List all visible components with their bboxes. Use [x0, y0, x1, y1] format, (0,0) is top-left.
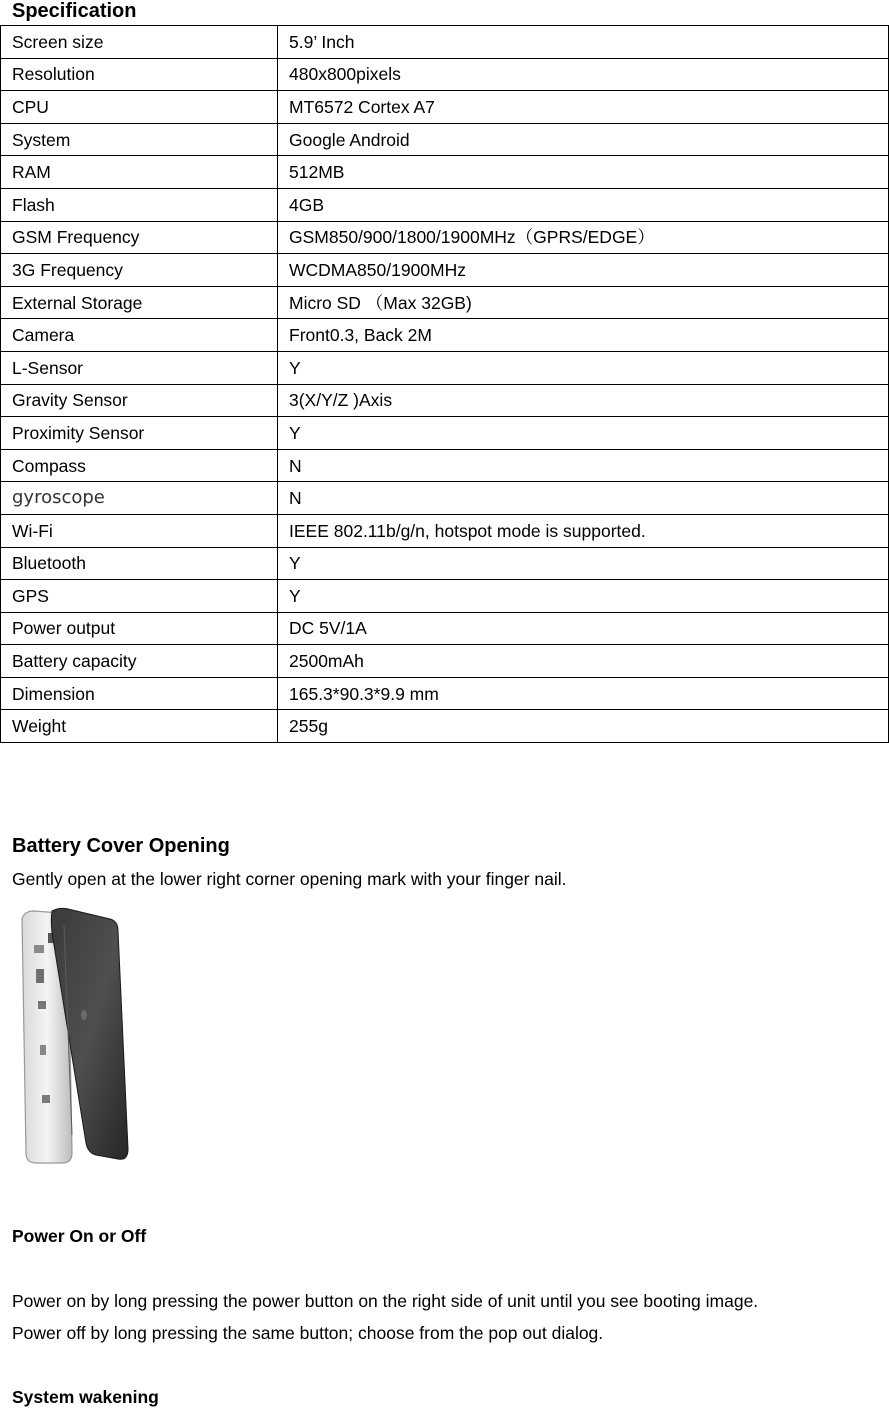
table-row	[1, 612, 889, 645]
table-row	[1, 26, 889, 59]
spec-label: Compass	[1, 449, 278, 482]
spec-label: External Storage	[1, 286, 278, 319]
table-row	[1, 384, 889, 417]
table-row	[1, 677, 889, 710]
spec-value: 480x800pixels	[278, 58, 889, 91]
spec-value: Y	[278, 351, 889, 384]
spec-value: MT6572 Cortex A7	[278, 91, 889, 124]
table-row	[1, 254, 889, 287]
spec-label: 3G Frequency	[1, 254, 278, 287]
spec-label: Flash	[1, 188, 278, 221]
spec-label: Bluetooth	[1, 547, 278, 580]
battery-cover-text: Gently open at the lower right corner opening mark with your finger nail.	[12, 869, 567, 889]
table-row	[1, 286, 889, 319]
table-row	[1, 514, 889, 547]
spec-label: Gravity Sensor	[1, 384, 278, 417]
spec-value: Y	[278, 580, 889, 613]
table-row	[1, 710, 889, 743]
table-row	[1, 645, 889, 678]
spec-table	[0, 25, 889, 743]
table-row	[1, 319, 889, 352]
spec-value: 165.3*90.3*9.9 mm	[278, 677, 889, 710]
spec-label: Proximity Sensor	[1, 417, 278, 450]
spec-value: 4GB	[278, 188, 889, 221]
spec-value: DC 5V/1A	[278, 612, 889, 645]
spec-label: gyroscope	[1, 482, 278, 515]
table-row	[1, 91, 889, 124]
spec-value: Micro SD （Max 32GB)	[278, 286, 889, 319]
spec-label: Battery capacity	[1, 645, 278, 678]
spec-value: 5.9’ Inch	[278, 26, 889, 59]
spec-label: Power output	[1, 612, 278, 645]
spec-label: System	[1, 123, 278, 156]
spec-value: 255g	[278, 710, 889, 743]
spec-label: RAM	[1, 156, 278, 189]
spec-label: Weight	[1, 710, 278, 743]
table-row	[1, 123, 889, 156]
spec-heading: Specification	[12, 0, 137, 22]
table-row	[1, 482, 889, 515]
battery-cover-title: Battery Cover Opening	[12, 835, 230, 857]
spec-value: IEEE 802.11b/g/n, hotspot mode is supported.	[278, 514, 889, 547]
spec-value: GSM850/900/1800/1900MHz（GPRS/EDGE）	[278, 221, 889, 254]
spec-value: Y	[278, 417, 889, 450]
table-row	[1, 417, 889, 450]
spec-value: Google Android	[278, 123, 889, 156]
spec-label: Dimension	[1, 677, 278, 710]
system-wakening-title: System wakening	[12, 1387, 159, 1407]
table-row	[1, 580, 889, 613]
spec-value: N	[278, 449, 889, 482]
spec-value: Y	[278, 547, 889, 580]
spec-label: L-Sensor	[1, 351, 278, 384]
spec-value: 512MB	[278, 156, 889, 189]
table-row	[1, 188, 889, 221]
spec-label: GSM Frequency	[1, 221, 278, 254]
spec-label: CPU	[1, 91, 278, 124]
table-row	[1, 221, 889, 254]
spec-label: Wi-Fi	[1, 514, 278, 547]
spec-value: 3(X/Y/Z )Axis	[278, 384, 889, 417]
table-row	[1, 156, 889, 189]
phone-battery-cover-image	[14, 905, 134, 1170]
spec-label: Resolution	[1, 58, 278, 91]
power-title: Power On or Off	[12, 1226, 147, 1246]
spec-label: GPS	[1, 580, 278, 613]
table-row	[1, 547, 889, 580]
spec-value: N	[278, 482, 889, 515]
power-on-text: Power on by long pressing the power button on the right side of unit until you see booting image.	[12, 1291, 759, 1311]
spec-value: 2500mAh	[278, 645, 889, 678]
power-off-text: Power off by long pressing the same button; choose from the pop out dialog.	[12, 1323, 604, 1343]
table-row	[1, 449, 889, 482]
table-row	[1, 58, 889, 91]
spec-value: WCDMA850/1900MHz	[278, 254, 889, 287]
spec-label: Camera	[1, 319, 278, 352]
spec-label: Screen size	[1, 26, 278, 59]
table-row	[1, 351, 889, 384]
spec-value: Front0.3, Back 2M	[278, 319, 889, 352]
